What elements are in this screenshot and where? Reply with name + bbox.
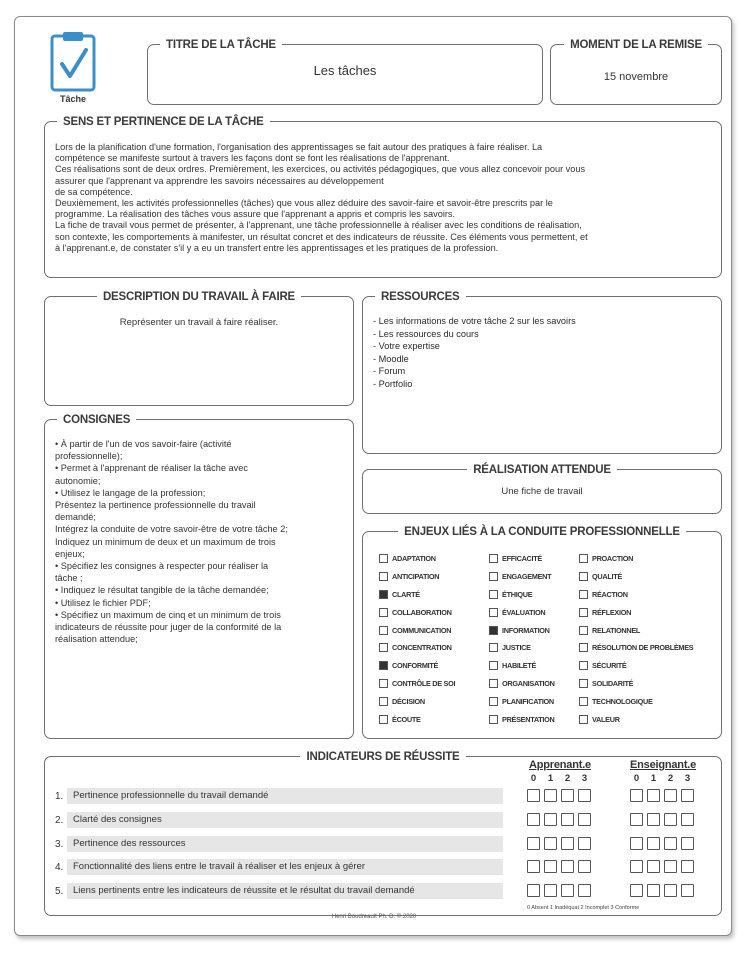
instruction-line: Présentez la pertinence professionnelle du travail [55, 500, 256, 511]
purpose-line: Lors de la planification d'une formation, l'organisation des apprentissages se fait autour des pratiques à faire réaliser. La [55, 142, 543, 152]
rating-checkbox[interactable] [630, 860, 643, 873]
learner-rating-group [527, 884, 591, 897]
teacher-rating-group [630, 884, 694, 897]
issue-label: ÉTHIQUE [502, 589, 533, 599]
teacher-rating-group [630, 789, 694, 802]
issue-label: RÉACTION [592, 589, 628, 599]
success-indicators-heading: INDICATEURS DE RÉUSSITE [300, 751, 465, 763]
issue-checkbox[interactable] [489, 572, 498, 581]
issue-item [579, 586, 693, 604]
issue-item [579, 675, 693, 693]
success-indicators-box [44, 751, 722, 916]
instruction-line: Indiquez un minimum de deux et un maximum de trois [55, 536, 276, 547]
indicator-number: 2. [55, 814, 64, 826]
rating-checkbox[interactable] [681, 813, 694, 826]
rating-checkbox[interactable] [544, 789, 557, 802]
scale-number: 3 [684, 773, 691, 784]
issue-label: CONTRÔLE DE SOI [392, 678, 456, 688]
rating-checkbox[interactable] [561, 837, 574, 850]
indicator-row [55, 835, 503, 853]
issues-column-2 [489, 550, 555, 728]
rating-checkbox[interactable] [630, 813, 643, 826]
issue-checkbox[interactable] [489, 590, 498, 599]
instruction-line: • Permet à l'apprenant de réaliser la tâche avec [55, 463, 248, 474]
purpose-heading: SENS ET PERTINENCE DE LA TÂCHE [57, 116, 270, 128]
issue-checkbox[interactable] [379, 679, 388, 688]
rating-checkbox[interactable] [527, 789, 540, 802]
issue-label: ÉVALUATION [502, 607, 546, 617]
list-item: - Les ressources du cours [373, 328, 479, 339]
issue-checkbox[interactable] [579, 626, 588, 635]
learner-rating-group [527, 813, 591, 826]
list-item: - Forum [373, 366, 406, 376]
resources-heading: RESSOURCES [375, 291, 466, 303]
learner-rating-group [527, 789, 591, 802]
instruction-line: indicateurs de réussite pour juger de la conformité de la [55, 622, 282, 633]
purpose-line: à l'apprenant.e, de constater s'il y a eu un transfert entre les apprentissages et les pratiques de la profession. [55, 242, 499, 253]
rating-checkbox[interactable] [664, 789, 677, 802]
rating-checkbox[interactable] [630, 884, 643, 897]
issue-label: CLARTÉ [392, 589, 420, 599]
scale-number: 1 [547, 773, 554, 784]
issue-item [489, 657, 555, 675]
instructions-box [44, 414, 354, 739]
issue-item [379, 568, 455, 586]
rating-checkbox[interactable] [561, 884, 574, 897]
issue-item [489, 692, 555, 710]
issue-item [489, 639, 555, 657]
rating-checkbox[interactable] [527, 813, 540, 826]
instruction-line: • Spécifiez un maximum de cinq et un minimum de trois [55, 609, 281, 620]
issue-item [579, 621, 693, 639]
issue-label: PLANIFICATION [502, 696, 554, 706]
issue-label: HABILETÉ [502, 661, 537, 671]
learner-scale [527, 773, 591, 784]
list-item: - Portfolio [373, 378, 413, 389]
rating-checkbox[interactable] [578, 884, 591, 897]
purpose-line: compétence se manifeste surtout à travers les façons dont se font les réalisations de l'apprenant. [55, 153, 450, 164]
scale-number: 0 [633, 773, 640, 784]
purpose-line: Ces réalisations sont de deux ordres. Premièrement, les exercices, ou activités pédagogiques, que vous allez concevoir pour vous [55, 164, 586, 175]
rating-checkbox[interactable] [664, 837, 677, 850]
task-title-box [147, 39, 543, 105]
resources-box [362, 291, 722, 454]
issue-item [379, 550, 455, 568]
issue-item [579, 710, 693, 728]
rating-checkbox[interactable] [664, 860, 677, 873]
list-item: - Moodle [373, 353, 409, 364]
issue-checkbox[interactable] [579, 643, 588, 652]
rating-checkbox[interactable] [647, 837, 660, 850]
issue-label: VALEUR [592, 714, 620, 724]
indicator-label: Liens pertinents entre les indicateurs de réussite et le résultat du travail demandé [67, 883, 503, 899]
issue-checkbox[interactable] [579, 679, 588, 688]
indicator-row [55, 811, 503, 829]
issue-checkbox[interactable] [489, 554, 498, 563]
issue-checkbox[interactable] [579, 661, 588, 670]
learner-rating-group [527, 837, 591, 850]
instruction-line: enjeux; [55, 548, 85, 559]
issue-label: ANTICIPATION [392, 572, 440, 582]
issue-label: QUALITÉ [592, 572, 622, 582]
task-icon-label: Tâche [59, 94, 86, 104]
issue-checkbox[interactable] [489, 697, 498, 706]
instruction-line: autonomie; [55, 475, 101, 486]
issue-checkbox[interactable] [379, 608, 388, 617]
rating-checkbox[interactable] [681, 837, 694, 850]
issue-label: COLLABORATION [392, 607, 452, 617]
indicator-label: Fonctionnalité des liens entre le travail à réaliser et les enjeux à gérer [67, 859, 503, 875]
instruction-line: • Utilisez le fichier PDF; [55, 597, 151, 608]
rating-checkbox[interactable] [578, 860, 591, 873]
rating-checkbox[interactable] [630, 789, 643, 802]
rating-checkbox[interactable] [527, 860, 540, 873]
issue-item [489, 621, 555, 639]
issue-item [579, 657, 693, 675]
issue-label: PRÉSENTATION [502, 714, 555, 724]
expected-result-box [362, 464, 722, 514]
instruction-line: réalisation attendue; [55, 634, 138, 645]
rating-checkbox[interactable] [578, 813, 591, 826]
rating-checkbox[interactable] [664, 884, 677, 897]
professional-issues-box [362, 526, 722, 739]
purpose-line: son contexte, les comportements à manifester, un résultat concret et des indicateurs de réussite. Ces éléments vous permettent, et [55, 231, 588, 242]
expected-result-value: Une fiche de travail [501, 486, 583, 497]
issue-label: CONFORMITÉ [392, 661, 439, 671]
rating-checkbox[interactable] [647, 884, 660, 897]
scale-number: 2 [564, 773, 571, 784]
issue-checkbox[interactable] [579, 697, 588, 706]
rating-checkbox[interactable] [681, 860, 694, 873]
issue-item [579, 550, 693, 568]
due-date-heading: MOMENT DE LA REMISE [564, 39, 708, 51]
purpose-line: assurer que l'apprenant va apprendre les savoirs nécessaires au développement [55, 175, 384, 186]
issue-item [379, 675, 455, 693]
professional-issues-heading: ENJEUX LIÉS À LA CONDUITE PROFESSIONNELLE [398, 526, 686, 538]
expected-result-heading: RÉALISATION ATTENDUE [467, 464, 617, 476]
rating-checkbox[interactable] [681, 789, 694, 802]
issue-label: COMMUNICATION [392, 625, 452, 635]
indicator-label: Clarté des consignes [67, 812, 503, 828]
issue-label: SÉCURITÉ [592, 661, 627, 671]
due-date-value: 15 novembre [603, 71, 669, 83]
issue-label: ADAPTATION [392, 554, 436, 564]
indicator-row [55, 787, 503, 805]
issue-label: EFFICACITÉ [502, 554, 542, 564]
issue-checkbox[interactable] [379, 626, 388, 635]
rating-checkbox[interactable] [647, 789, 660, 802]
instruction-line: • À partir de l'un de vos savoir-faire (activité [55, 439, 232, 449]
teacher-rating-group [630, 813, 694, 826]
list-item: - Votre expertise [373, 341, 440, 351]
indicator-number: 1. [55, 790, 64, 802]
issue-label: RÉSOLUTION DE PROBLÈMES [592, 643, 694, 653]
issue-label: JUSTICE [502, 643, 531, 653]
purpose-line: de sa compétence. [55, 186, 133, 197]
issue-item [579, 603, 693, 621]
rating-checkbox[interactable] [578, 789, 591, 802]
learner-column-heading: Apprenant.e [529, 759, 591, 771]
issue-item [489, 603, 555, 621]
issue-item [579, 692, 693, 710]
rating-checkbox[interactable] [527, 884, 540, 897]
issue-label: RÉFLEXION [592, 607, 632, 617]
teacher-scale [630, 773, 694, 784]
scale-number: 0 [530, 773, 537, 784]
teacher-rating-group [630, 837, 694, 850]
rating-checkbox[interactable] [561, 860, 574, 873]
instruction-line: demandé; [55, 512, 96, 523]
issue-label: ENGAGEMENT [502, 572, 552, 582]
issue-label: INFORMATION [502, 625, 550, 635]
issue-label: ORGANISATION [502, 678, 555, 688]
issue-checkbox[interactable] [379, 554, 388, 563]
rating-checkbox[interactable] [527, 837, 540, 850]
issue-checkbox[interactable] [489, 608, 498, 617]
indicator-number: 4. [55, 861, 64, 873]
issue-label: ÉCOUTE [392, 714, 421, 724]
issue-checkbox[interactable] [489, 626, 498, 635]
issue-checkbox[interactable] [489, 661, 498, 670]
issues-column-3 [579, 550, 693, 728]
instruction-line: • Utilisez le langage de la profession; [55, 487, 206, 498]
learner-rating-group [527, 860, 591, 873]
issue-item [489, 710, 555, 728]
scale-number: 2 [667, 773, 674, 784]
issue-item [379, 657, 455, 675]
issue-item [489, 550, 555, 568]
issue-checkbox[interactable] [379, 572, 388, 581]
issue-item [379, 710, 455, 728]
instruction-line: • Spécifiez les consignes à respecter pour réaliser la [55, 561, 269, 572]
issue-item [579, 568, 693, 586]
issue-label: DÉCISION [392, 696, 425, 706]
instruction-line: tâche ; [55, 573, 83, 584]
indicator-row [55, 882, 503, 900]
issue-checkbox[interactable] [379, 661, 388, 670]
issue-item [489, 568, 555, 586]
work-description-value: Représenter un travail à faire réaliser. [119, 317, 279, 328]
teacher-column-heading: Enseignant.e [630, 759, 697, 771]
indicator-number: 3. [55, 838, 64, 850]
issue-item [379, 603, 455, 621]
issue-checkbox[interactable] [579, 554, 588, 563]
rating-checkbox[interactable] [647, 813, 660, 826]
purpose-line: Deuxièmement, les activités professionnelles (tâches) que vous allez déduire des savoir-faire et savoir-être prescrits par le [55, 198, 553, 209]
purpose-box [44, 116, 722, 278]
rating-checkbox[interactable] [630, 837, 643, 850]
task-title-heading: TITRE DE LA TÂCHE [160, 39, 282, 51]
scale-number: 1 [650, 773, 657, 784]
issue-item [379, 692, 455, 710]
rating-checkbox[interactable] [681, 884, 694, 897]
task-clipboard-icon [48, 30, 98, 102]
instruction-line: professionnelle); [55, 451, 123, 462]
issue-checkbox[interactable] [379, 590, 388, 599]
issue-label: TECHNOLOGIQUE [592, 696, 653, 706]
issue-label: RELATIONNEL [592, 625, 641, 635]
issue-item [579, 639, 693, 657]
due-date-box [550, 39, 722, 105]
issue-checkbox[interactable] [379, 697, 388, 706]
indicator-number: 5. [55, 885, 64, 897]
rating-checkbox[interactable] [544, 884, 557, 897]
issue-item [489, 675, 555, 693]
task-title-value: Les tâches [313, 63, 377, 78]
indicator-row [55, 858, 503, 876]
issue-checkbox[interactable] [489, 679, 498, 688]
issue-checkbox[interactable] [579, 590, 588, 599]
issue-label: PROACTION [592, 554, 634, 564]
issue-checkbox[interactable] [489, 643, 498, 652]
issues-column-1 [379, 550, 455, 728]
issue-item [489, 586, 555, 604]
issue-label: SOLIDARITÉ [592, 678, 634, 688]
copyright-footer: Henri Boudreault Ph. D. © 2020 [331, 914, 417, 920]
instructions-heading: CONSIGNES [57, 414, 136, 426]
rating-legend: 0 Absent 1 Inadéquat 2 Incomplet 3 Conforme [527, 905, 640, 911]
rating-checkbox[interactable] [647, 860, 660, 873]
issue-label: CONCENTRATION [392, 643, 452, 653]
work-description-box [44, 291, 354, 406]
scale-number: 3 [581, 773, 588, 784]
rating-checkbox[interactable] [561, 813, 574, 826]
issue-item [379, 639, 455, 657]
issue-item [379, 621, 455, 639]
purpose-line: programme. La réalisation des tâches vous assure que l'apprenant a appris et compris les savoirs. [55, 209, 456, 220]
issue-checkbox[interactable] [489, 715, 498, 724]
issue-checkbox[interactable] [579, 715, 588, 724]
purpose-line: La fiche de travail vous permet de présenter, à l'apprenant, une tâche professionnelle à réaliser avec les conditions de réalisation, [55, 220, 582, 231]
instruction-line: • Indiquez le résultat tangible de la tâche demandée; [55, 585, 269, 596]
issue-checkbox[interactable] [579, 608, 588, 617]
indicator-label: Pertinence des ressources [67, 836, 503, 852]
issue-checkbox[interactable] [379, 715, 388, 724]
list-item: - Les informations de votre tâche 2 sur les savoirs [373, 316, 576, 326]
teacher-rating-group [630, 860, 694, 873]
rating-checkbox[interactable] [664, 813, 677, 826]
rating-checkbox[interactable] [544, 837, 557, 850]
indicator-label: Pertinence professionnelle du travail demandé [67, 788, 503, 804]
rating-checkbox[interactable] [544, 813, 557, 826]
issue-checkbox[interactable] [579, 572, 588, 581]
rating-checkbox[interactable] [561, 789, 574, 802]
issue-checkbox[interactable] [379, 643, 388, 652]
rating-checkbox[interactable] [578, 837, 591, 850]
work-description-heading: DESCRIPTION DU TRAVAIL À FAIRE [97, 291, 301, 303]
resources-list [373, 315, 576, 390]
rating-checkbox[interactable] [544, 860, 557, 873]
instructions-text [55, 438, 347, 645]
issue-item [379, 586, 455, 604]
instruction-line: Intégrez la conduite de votre savoir-être de votre tâche 2; [55, 524, 288, 535]
purpose-text [55, 142, 713, 254]
